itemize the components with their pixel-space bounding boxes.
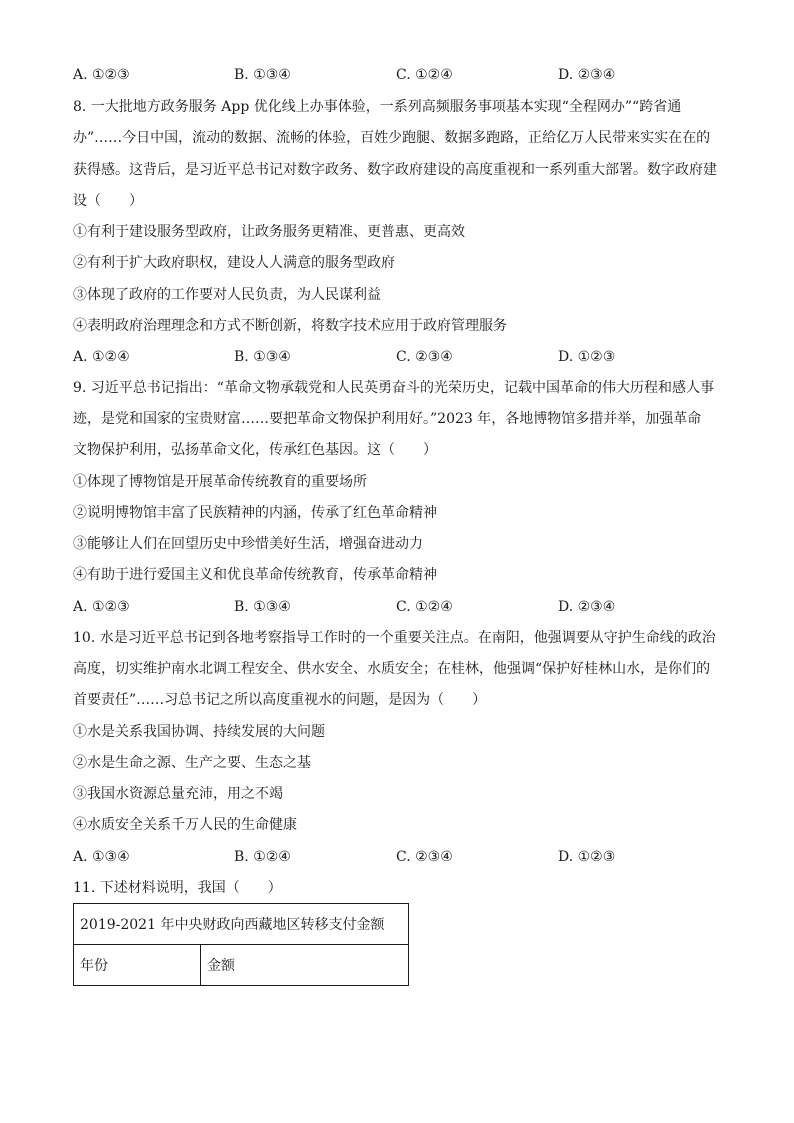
q10-options xyxy=(73,847,723,867)
q8-options xyxy=(73,347,723,367)
q8-option-a[interactable]: A. ①②④ xyxy=(73,349,130,365)
q9-statement-3: ③能够让人们在回望历史中珍惜美好生活，增强奋进动力 xyxy=(73,536,423,552)
q8-option-d[interactable]: D. ①②③ xyxy=(558,349,616,365)
q10-option-a[interactable]: A. ①③④ xyxy=(73,849,130,865)
q10-stem-line-2: 高度，切实维护南水北调工程安全、供水安全、水质安全；在桂林，他强调“保护好桂林山水，是你们的 xyxy=(73,661,711,677)
q9-statement-4: ④有助于进行爱国主义和优良革命传统教育，传承革命精神 xyxy=(73,567,437,583)
q10-stem-line-3: 首要责任”……习总书记之所以高度重视水的问题，是因为（ ） xyxy=(73,692,487,708)
q10-stem-line-1: 10. 水是习近平总书记到各地考察指导工作时的一个重要关注点。在南阳，他强调要从守护生命线的政治 xyxy=(73,630,716,646)
table-caption-row xyxy=(74,904,409,945)
table-caption: 2019-2021 年中央财政向西藏地区转移支付金额 xyxy=(74,904,409,945)
q7-options xyxy=(73,65,723,85)
q9-options xyxy=(73,597,723,617)
q9-option-a[interactable]: A. ①②③ xyxy=(73,599,130,615)
q10-statement-3: ③我国水资源总量充沛，用之不竭 xyxy=(73,786,283,802)
q9-stem-line-2: 迹，是党和国家的宝贵财富……要把革命文物保护利用好。”2023 年，各地博物馆多措并举，加强革命 xyxy=(73,411,702,427)
q8-option-b[interactable]: B. ①③④ xyxy=(234,349,291,365)
q9-statement-2: ②说明博物馆丰富了民族精神的内涵，传承了红色革命精神 xyxy=(73,505,437,521)
table-header-amount: 金额 xyxy=(201,945,409,986)
q9-option-c[interactable]: C. ①②④ xyxy=(396,599,453,615)
q8-option-c[interactable]: C. ②③④ xyxy=(396,349,453,365)
q10-option-c[interactable]: C. ②③④ xyxy=(396,849,453,865)
table-header-year: 年份 xyxy=(74,945,201,986)
q10-statement-4: ④水质安全关系千万人民的生命健康 xyxy=(73,817,297,833)
q7-option-b[interactable]: B. ①③④ xyxy=(234,67,291,83)
q8-statement-3: ③体现了政府的工作要对人民负责，为人民谋利益 xyxy=(73,287,381,303)
q8-statement-4: ④表明政府治理理念和方式不断创新，将数字技术应用于政府管理服务 xyxy=(73,318,507,334)
q8-stem-line-4: 设（ ） xyxy=(73,193,143,209)
q9-stem-line-1: 9. 习近平总书记指出：“革命文物承载党和人民英勇奋斗的光荣历史，记载中国革命的伟大历程和感人事 xyxy=(73,380,714,396)
q8-stem-line-1: 8. 一大批地方政务服务 App 优化线上办事体验，一系列高频服务事项基本实现“全程网办”“跨省通 xyxy=(73,99,682,115)
q11-stem: 11. 下述材料说明，我国（ ） xyxy=(73,880,282,896)
q9-stem-line-3: 文物保护利用，弘扬革命文化，传承红色基因。这（ ） xyxy=(73,442,437,458)
q8-statement-1: ①有利于建设服务型政府，让政务服务更精准、更普惠、更高效 xyxy=(73,224,465,240)
q7-option-d[interactable]: D. ②③④ xyxy=(558,67,616,83)
q10-option-d[interactable]: D. ①②③ xyxy=(558,849,616,865)
q7-option-c[interactable]: C. ①②④ xyxy=(396,67,453,83)
q9-option-d[interactable]: D. ②③④ xyxy=(558,599,616,615)
q9-option-b[interactable]: B. ①③④ xyxy=(234,599,291,615)
q10-statement-2: ②水是生命之源、生产之要、生态之基 xyxy=(73,755,311,771)
q8-statement-2: ②有利于扩大政府职权，建设人人满意的服务型政府 xyxy=(73,255,395,271)
q10-statement-1: ①水是关系我国协调、持续发展的大问题 xyxy=(73,724,325,740)
q11-material-table xyxy=(73,903,409,986)
q7-option-a[interactable]: A. ①②③ xyxy=(73,67,130,83)
q10-option-b[interactable]: B. ①②④ xyxy=(234,849,291,865)
q8-stem-line-2: 办”……今日中国，流动的数据、流畅的体验，百姓少跑腿、数据多跑路，正给亿万人民带来实实在在的 xyxy=(73,130,711,146)
table-header-row xyxy=(74,945,409,986)
q9-statement-1: ①体现了博物馆是开展革命传统教育的重要场所 xyxy=(73,474,367,490)
q8-stem-line-3: 获得感。这背后，是习近平总书记对数字政务、数字政府建设的高度重视和一系列重大部署。数字政府建 xyxy=(73,162,717,178)
